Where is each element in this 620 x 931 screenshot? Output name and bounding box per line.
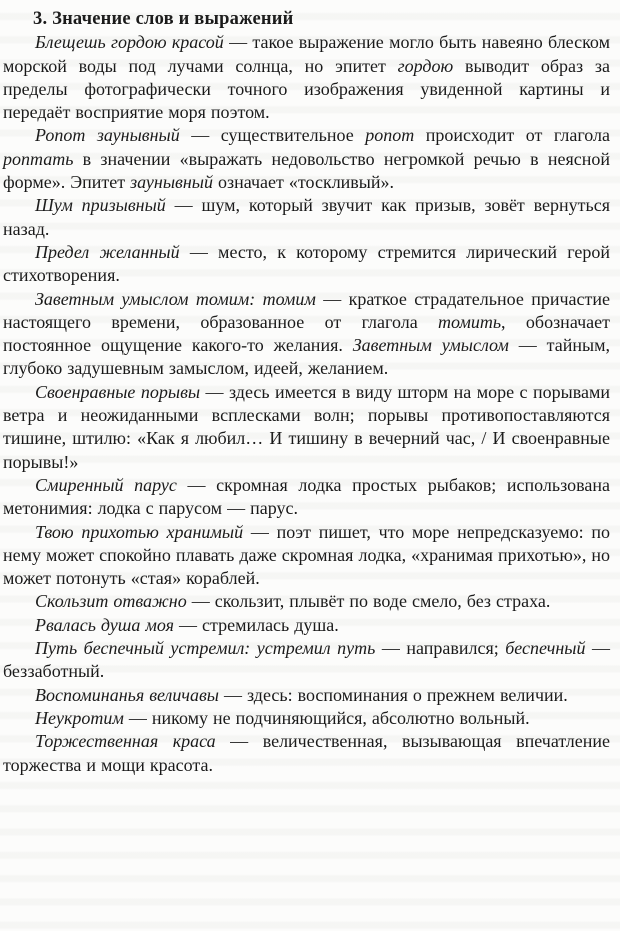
paragraph-list bbox=[3, 31, 610, 777]
term-text: ропот bbox=[365, 125, 415, 146]
definition-paragraph bbox=[3, 288, 610, 381]
term-text: Торжественная краса bbox=[35, 731, 216, 752]
definition-text: — существительное bbox=[179, 125, 366, 146]
definition-text: — тайным, глубоко задушевным замыслом, идеей, желанием. bbox=[3, 335, 610, 379]
section-heading: 3. Значение слов и выражений bbox=[33, 9, 294, 29]
definition-text: — такое выражение могло быть навеяно блеском морской воды под лучами солнца, но эпитет bbox=[3, 32, 610, 76]
definition-paragraph bbox=[3, 684, 610, 707]
term-text: томить bbox=[438, 311, 502, 332]
term-text: Скользит отважно bbox=[35, 591, 187, 612]
term-text: Ропот заунывный bbox=[35, 125, 180, 146]
term-text: беспечный bbox=[505, 638, 586, 659]
term-text: Блещешь гордою красой bbox=[35, 32, 224, 53]
term-text: Заветным умыслом bbox=[352, 335, 509, 356]
definition-text: выводит образ за пределы фотографически точного изображения увиденной картины и передаёт восприятие моря поэтом. bbox=[3, 55, 611, 123]
term-text: Заветным умыслом томим: томим bbox=[35, 288, 316, 309]
term-text: Шум призывный bbox=[35, 195, 166, 216]
term-text: Путь беспечный устремил: устремил путь bbox=[35, 638, 376, 659]
definition-paragraph bbox=[3, 730, 610, 777]
term-text: Твою прихотью хранимый bbox=[35, 521, 244, 542]
definition-paragraph bbox=[3, 637, 610, 684]
term-text: гордою bbox=[397, 55, 454, 76]
term-text: Предел желанный bbox=[35, 241, 180, 262]
definition-text: , обозначает постоянное ощущение какого-то желания. bbox=[3, 311, 610, 356]
definition-text: — беззаботный. bbox=[3, 638, 611, 682]
definition-paragraph bbox=[3, 31, 610, 124]
definition-text: — величественная, вызывающая впечатление торжества и мощи красота. bbox=[3, 731, 610, 775]
definition-text: — никому не подчиняющийся, абсолютно вольный. bbox=[123, 707, 530, 728]
definition-paragraph bbox=[3, 381, 610, 474]
definition-text: — шум, который звучит как призыв, зовёт вернуться назад. bbox=[3, 195, 611, 239]
definition-paragraph bbox=[3, 614, 610, 637]
definition-paragraph bbox=[3, 521, 610, 591]
term-text: Смиренный парус bbox=[35, 474, 177, 495]
definition-text: — здесь имеется в виду шторм на море с порывами ветра и неожиданными всплесками волн; порывы противопоставляются тишине, штилю: «Как я любил… И тишину в вечерний час, / И своенравные порывы!» bbox=[3, 381, 610, 472]
definition-text: — место, к которому стремится лирический герой стихотворения. bbox=[3, 241, 610, 286]
definition-paragraph bbox=[3, 124, 610, 194]
definition-paragraph bbox=[3, 707, 610, 730]
term-text: роптать bbox=[3, 148, 74, 169]
definition-text: — стремилась душа. bbox=[174, 614, 339, 635]
term-text: заунывный bbox=[130, 172, 213, 193]
definition-text: означает «тоскливый». bbox=[212, 172, 395, 193]
definition-text: — краткое страдательное причастие настоящего времени, образованное от глагола bbox=[3, 288, 610, 332]
definition-text: — здесь: воспоминания о прежнем величии. bbox=[219, 684, 568, 705]
definition-paragraph bbox=[3, 241, 610, 288]
definition-paragraph bbox=[3, 590, 610, 613]
definition-paragraph bbox=[3, 474, 610, 521]
term-text: Рвалась душа моя bbox=[35, 614, 174, 635]
definition-text: происходит от глагола bbox=[414, 125, 610, 146]
term-text: Неукротим bbox=[35, 707, 124, 728]
definition-text: — скользит, плывёт по воде смело, без страха. bbox=[186, 591, 551, 612]
term-text: Воспоминанья величавы bbox=[35, 684, 219, 705]
definition-text: — скромная лодка простых рыбаков; использована метонимия: лодка с парусом — парус. bbox=[3, 474, 610, 519]
definition-paragraph bbox=[3, 194, 610, 241]
definition-text: в значении «выражать недовольство негромкой речью в неясной форме». Эпитет bbox=[3, 148, 610, 193]
definition-text: — направился; bbox=[375, 638, 506, 659]
term-text: Своенравные порывы bbox=[35, 381, 201, 402]
definition-text: — поэт пишет, что море непредсказуемо: по нему может спокойно плавать даже скромная лодка, «хранимая прихотью», но может потонуть «стая» кораблей. bbox=[3, 521, 610, 589]
